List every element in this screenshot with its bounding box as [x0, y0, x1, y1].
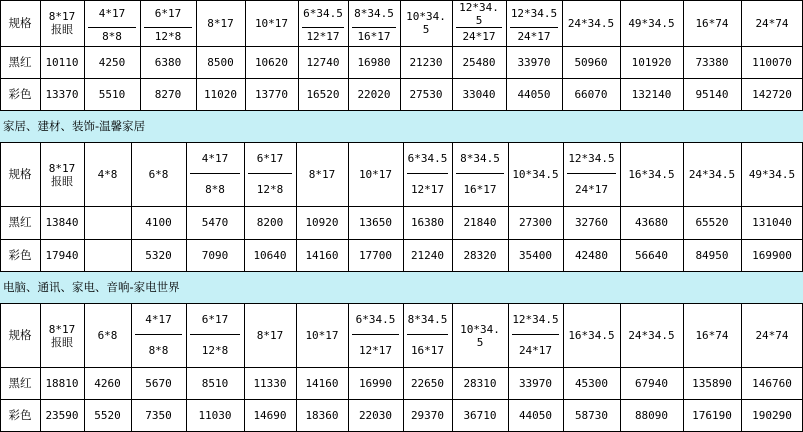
grid-line-h: [352, 27, 396, 28]
price-cell: 36710: [463, 409, 497, 422]
grid-line-h: [0, 239, 803, 240]
price-cell: 5320: [145, 248, 172, 262]
price-cell: 22650: [410, 376, 445, 390]
header-spec-top: 6*17: [256, 151, 284, 165]
grid-line-v: [563, 143, 564, 271]
price-cell: 6380: [154, 55, 182, 69]
grid-line-v: [131, 143, 132, 271]
header-spec-bottom: 16*17: [463, 183, 497, 196]
grid-line-v: [506, 0, 507, 110]
price-cell: 135890: [692, 376, 732, 390]
grid-line-h: [512, 334, 559, 335]
price-cell: 11030: [198, 409, 232, 422]
price-cell: 56640: [634, 248, 669, 262]
header-spec-top: 8*34.5: [354, 7, 394, 20]
price-cell: 16980: [357, 55, 391, 69]
price-cell: 8270: [154, 87, 182, 101]
price-cell: 28310: [463, 376, 497, 390]
grid-line-v: [452, 0, 453, 110]
price-cell: 18810: [45, 376, 79, 390]
grid-line-v: [620, 0, 621, 110]
price-cell: 13370: [45, 87, 79, 101]
grid-line-h: [510, 27, 558, 28]
header-spec: 49*34.5: [748, 168, 796, 181]
header-spec: 10*34. 5: [406, 10, 446, 36]
grid-line-h: [0, 399, 803, 400]
header-spec: 10*34.5: [512, 168, 559, 181]
grid-line-v: [508, 304, 509, 432]
price-cell: 21240: [410, 248, 445, 262]
header-spec: 8*17 报眼: [48, 10, 76, 36]
header-spec-top: 6*17: [154, 7, 182, 20]
header-spec-top: 4*17: [145, 312, 172, 326]
grid-line-v: [563, 304, 564, 432]
price-cell: 44050: [518, 409, 553, 422]
grid-line-v: [620, 143, 621, 271]
price-cell: 32760: [574, 216, 609, 229]
price-cell: [84, 206, 131, 239]
row-label: 彩色: [8, 86, 32, 101]
grid-line-v: [741, 304, 742, 432]
price-cell: 8510: [201, 376, 229, 390]
section-title: 家居、建材、装饰-温馨家居: [0, 110, 803, 143]
header-spec-bottom: 12*17: [358, 344, 393, 357]
header-spec-bottom: 24*17: [518, 344, 553, 357]
section-title: 电脑、通讯、家电、音响-家电世界: [0, 271, 803, 304]
grid-line-v: [452, 143, 453, 271]
grid-line-h: [144, 27, 192, 28]
header-spec: 24*34.5: [567, 16, 615, 30]
grid-line-v: [348, 143, 349, 271]
price-cell: 66070: [574, 87, 608, 101]
price-cell: 67940: [634, 376, 669, 390]
row-label: 黑红: [8, 375, 32, 390]
price-cell: 43680: [634, 216, 669, 229]
price-cell: 4250: [98, 55, 126, 69]
grid-line-h: [0, 206, 803, 207]
grid-line-v: [0, 304, 1, 432]
price-cell: 22030: [358, 409, 393, 422]
header-spec: 10*17: [358, 168, 393, 181]
price-cell: 16990: [358, 376, 393, 390]
price-cell: 11020: [203, 87, 238, 101]
price-cell: 65520: [695, 216, 729, 229]
header-spec-bottom: 8*8: [205, 183, 225, 196]
grid-line-v: [348, 0, 349, 110]
grid-line-h: [0, 46, 803, 47]
grid-line-v: [131, 304, 132, 432]
grid-line-v: [245, 0, 246, 110]
grid-line-v: [298, 0, 299, 110]
grid-line-v: [296, 304, 297, 432]
header-spec: 8*17: [256, 329, 284, 342]
header-spec-top: 4*17: [201, 151, 229, 165]
price-cell: 22020: [357, 87, 391, 101]
grid-line-v: [244, 143, 245, 271]
price-cell: 7350: [145, 409, 172, 422]
price-cell: 84950: [695, 248, 729, 262]
grid-line-h: [135, 334, 182, 335]
header-spec: 10*17: [254, 16, 289, 30]
grid-line-v: [40, 143, 41, 271]
grid-line-h: [407, 334, 448, 335]
grid-line-v: [400, 0, 401, 110]
grid-line-v: [683, 143, 684, 271]
price-cell: 142720: [752, 87, 792, 101]
header-spec-top: 8*34.5: [407, 312, 448, 326]
header-spec: 24*74: [755, 329, 789, 342]
price-cell: 190290: [752, 409, 792, 422]
price-cell: 14160: [305, 376, 339, 390]
price-cell: 17700: [358, 248, 393, 262]
header-spec-bottom: 16*17: [410, 344, 445, 357]
header-spec-bottom: 24*17: [517, 30, 551, 43]
price-cell: 5520: [94, 409, 121, 422]
header-spec: 10*34. 5: [460, 322, 500, 349]
header-label-spec: 规格: [8, 328, 32, 342]
grid-line-v: [403, 143, 404, 271]
grid-line-h: [302, 27, 344, 28]
header-spec-top: 6*34.5: [355, 312, 396, 326]
grid-line-v: [296, 143, 297, 271]
grid-line-v: [40, 304, 41, 432]
price-cell: 11330: [253, 376, 287, 390]
header-spec-bottom: 12*8: [154, 30, 182, 43]
price-cell: 101920: [631, 55, 672, 69]
price-cell: 27530: [409, 87, 443, 101]
price-cell: 44050: [517, 87, 551, 101]
price-cell: 18360: [305, 409, 339, 422]
header-spec: 8*17 报眼: [48, 322, 76, 349]
header-spec: 8*17: [207, 16, 234, 30]
grid-line-v: [452, 304, 453, 432]
grid-line-h: [456, 27, 502, 28]
price-cell: 110070: [752, 55, 792, 69]
header-spec: 49*34.5: [628, 16, 675, 30]
header-spec: 24*74: [755, 16, 789, 30]
price-cell: 27300: [518, 216, 553, 229]
price-cell: 4260: [94, 376, 121, 390]
price-cell: 17940: [45, 248, 79, 262]
price-cell: 12740: [306, 55, 340, 69]
row-label: 彩色: [8, 247, 32, 262]
grid-line-h: [190, 334, 240, 335]
row-label: 黑红: [8, 215, 32, 229]
grid-line-h: [456, 173, 504, 174]
grid-line-v: [186, 143, 187, 271]
header-spec-top: 12*34.5: [568, 151, 615, 165]
price-cell: 5470: [201, 216, 229, 229]
price-cell: 176190: [692, 409, 732, 422]
grid-line-v: [84, 0, 85, 110]
price-cell: 73380: [695, 55, 729, 69]
header-spec: 6*8: [148, 168, 169, 181]
price-cell: 4100: [145, 216, 172, 229]
price-cell: 169900: [752, 248, 792, 262]
grid-line-v: [84, 304, 85, 432]
header-spec-bottom: 8*8: [102, 30, 122, 43]
grid-line-h: [88, 27, 136, 28]
grid-line-h: [248, 173, 292, 174]
price-cell: 10110: [45, 55, 79, 69]
header-spec: 16*34.5: [568, 329, 615, 342]
price-cell: 58730: [574, 409, 609, 422]
price-cell: 8500: [207, 55, 234, 69]
price-cell: 29370: [410, 409, 445, 422]
header-spec-bottom: 8*8: [148, 344, 169, 357]
grid-line-v: [562, 0, 563, 110]
grid-line-v: [348, 304, 349, 432]
price-cell: 25480: [462, 55, 496, 69]
header-spec-top: 12*34.5: [510, 7, 558, 20]
price-cell: 14160: [305, 248, 339, 262]
price-cell: 8200: [256, 216, 284, 229]
header-spec-bottom: 12*17: [410, 183, 445, 196]
header-spec: 6*8: [97, 329, 118, 342]
price-cell: [84, 239, 131, 271]
grid-line-h: [567, 173, 616, 174]
price-cell: 50960: [574, 55, 608, 69]
grid-line-v: [0, 143, 1, 271]
grid-line-v: [741, 143, 742, 271]
grid-line-v: [244, 304, 245, 432]
price-cell: 28320: [463, 248, 497, 262]
price-cell: 13840: [45, 216, 79, 229]
price-cell: 16520: [306, 87, 340, 101]
price-cell: 42480: [574, 248, 609, 262]
header-spec-bottom: 12*8: [201, 344, 229, 357]
header-spec-bottom: 24*17: [462, 30, 496, 43]
header-spec-top: 6*34.5: [303, 7, 343, 20]
header-spec: 8*17: [308, 168, 336, 181]
grid-line-v: [84, 143, 85, 271]
grid-line-h: [0, 78, 803, 79]
price-cell: 14690: [253, 409, 287, 422]
header-spec: 10*17: [305, 329, 339, 342]
header-label-spec: 规格: [8, 15, 32, 30]
grid-line-h: [407, 173, 448, 174]
grid-line-v: [683, 304, 684, 432]
header-spec-top: 12*34.5: [512, 312, 559, 326]
price-cell: 16380: [410, 216, 445, 229]
price-cell: 13650: [358, 216, 393, 229]
header-spec: 4*8: [97, 168, 118, 181]
grid-line-h: [352, 334, 399, 335]
grid-line-v: [186, 304, 187, 432]
header-spec: 16*74: [695, 329, 729, 342]
price-cell: 132140: [631, 87, 672, 101]
header-label-spec: 规格: [8, 167, 32, 181]
grid-line-v: [0, 0, 1, 110]
header-spec: 24*34.5: [688, 168, 736, 181]
price-cell: 33970: [517, 55, 551, 69]
header-spec: 8*17 报眼: [48, 161, 76, 188]
price-cell: 21230: [409, 55, 443, 69]
grid-line-v: [196, 0, 197, 110]
price-cell: 35400: [518, 248, 553, 262]
price-cell: 5510: [98, 87, 126, 101]
header-spec-bottom: 12*8: [256, 183, 284, 196]
grid-line-v: [741, 0, 742, 110]
header-spec: 24*34.5: [628, 329, 675, 342]
price-cell: 33970: [518, 376, 553, 390]
grid-line-v: [140, 0, 141, 110]
price-cell: 45300: [574, 376, 609, 390]
header-spec-bottom: 24*17: [574, 183, 609, 196]
header-spec-bottom: 12*17: [306, 30, 340, 43]
grid-line-v: [683, 0, 684, 110]
header-spec-top: 12*34. 5: [459, 0, 499, 27]
price-cell: 146760: [752, 376, 792, 390]
price-cell: 21840: [463, 216, 497, 229]
grid-line-v: [40, 0, 41, 110]
header-spec-top: 8*34.5: [460, 151, 500, 165]
header-spec-top: 6*17: [201, 312, 229, 326]
header-spec: 16*74: [695, 16, 729, 30]
header-spec-top: 4*17: [98, 7, 126, 20]
price-cell: 33040: [462, 87, 496, 101]
price-cell: 13770: [254, 87, 289, 101]
price-cell: 10620: [254, 55, 289, 69]
price-cell: 5670: [145, 376, 172, 390]
grid-line-h: [190, 173, 240, 174]
price-cell: 10920: [305, 216, 339, 229]
row-label: 黑红: [8, 54, 32, 69]
grid-line-v: [620, 304, 621, 432]
price-cell: 7090: [201, 248, 229, 262]
price-cell: 10640: [253, 248, 287, 262]
grid-line-h: [0, 367, 803, 368]
grid-line-v: [508, 143, 509, 271]
header-spec: 16*34.5: [628, 168, 675, 181]
price-cell: 88090: [634, 409, 669, 422]
price-cell: 95140: [695, 87, 729, 101]
price-cell: 131040: [752, 216, 792, 229]
grid-line-v: [403, 304, 404, 432]
header-spec-top: 6*34.5: [407, 151, 448, 165]
price-cell: 23590: [45, 409, 79, 422]
row-label: 彩色: [8, 408, 32, 422]
header-spec-bottom: 16*17: [357, 30, 391, 43]
